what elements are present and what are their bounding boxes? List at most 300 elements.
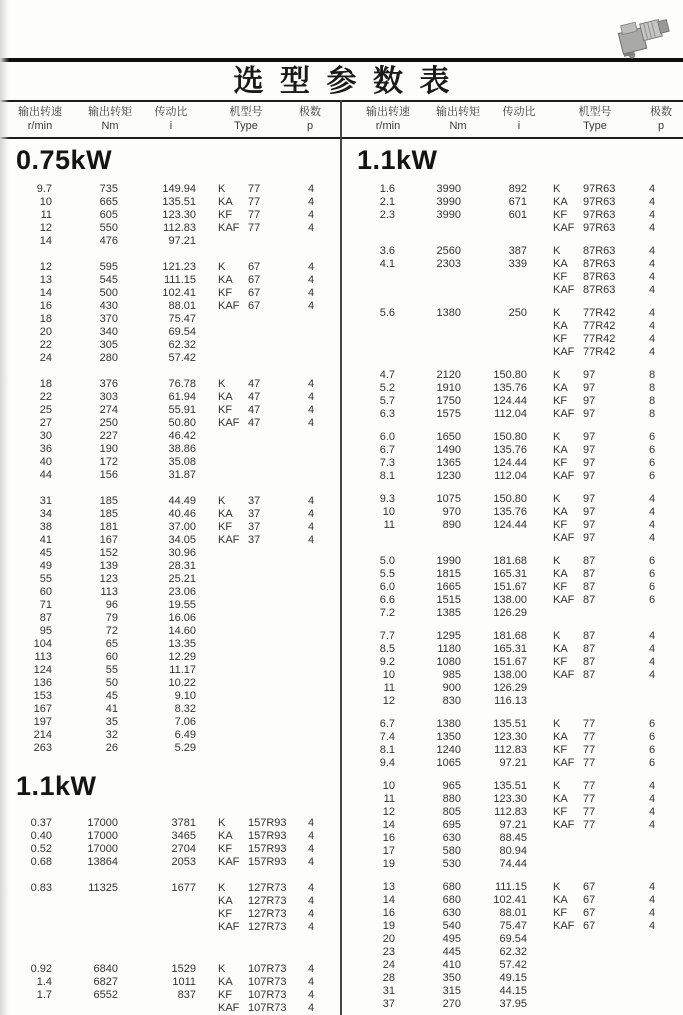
cell-torque: 1515 <box>436 594 461 606</box>
cell-type-prefix <box>196 742 248 755</box>
cell-speed: 7.2 <box>379 607 395 619</box>
cell-ratio: 57.42 <box>168 352 196 364</box>
cell-ratio: 1011 <box>172 976 196 988</box>
cell-torque: 695 <box>442 819 461 831</box>
cell-type-prefix: KA <box>553 506 568 518</box>
cell-type-size: 87 <box>583 630 596 642</box>
table-row <box>0 261 341 274</box>
cell-speed: 12 <box>39 261 52 273</box>
cell-type-size: 97 <box>583 431 596 443</box>
cell-type-size: 97 <box>583 395 596 407</box>
cell-ratio <box>118 1002 196 1015</box>
cell-speed: 60 <box>39 586 52 598</box>
cell-type-size: 97 <box>583 506 596 518</box>
cell-poles: 4 <box>307 921 315 933</box>
cell-speed: 14 <box>382 894 395 906</box>
cell-poles: 6 <box>648 444 656 456</box>
cell-poles: 4 <box>648 532 656 544</box>
cell-ratio: 69.54 <box>499 933 527 945</box>
header-type-label: 机型号 <box>578 106 612 118</box>
cell-speed <box>351 532 395 545</box>
table-row <box>0 677 341 690</box>
cell-type-size <box>248 573 296 586</box>
cell-type-prefix <box>527 695 583 708</box>
table-row <box>0 313 341 326</box>
cell-torque: 1075 <box>436 493 461 505</box>
cell-speed: 22 <box>39 339 52 351</box>
cell-type-size: 47 <box>248 378 261 390</box>
table-row <box>0 651 341 664</box>
cell-ratio: 126.29 <box>493 607 527 619</box>
cell-ratio: 2053 <box>171 856 196 868</box>
cell-type-prefix: KAF <box>218 921 240 933</box>
table-row <box>341 568 683 581</box>
table-row <box>341 669 683 682</box>
cell-torque: 1665 <box>436 581 461 593</box>
cell-type-prefix: KAF <box>218 300 240 312</box>
cell-type-prefix <box>196 729 248 742</box>
cell-torque: 185 <box>99 495 118 507</box>
table-row <box>0 183 341 196</box>
row-group <box>341 780 683 871</box>
cell-type-size <box>248 547 296 560</box>
cell-ratio: 111.15 <box>494 881 527 893</box>
cell-ratio: 250 <box>508 307 527 319</box>
cell-type-size <box>248 638 296 651</box>
cell-poles: 4 <box>307 989 315 1001</box>
cell-torque: 630 <box>442 832 461 844</box>
cell-type-prefix <box>527 985 583 998</box>
cell-torque: 32 <box>105 729 118 741</box>
cell-torque <box>395 271 461 284</box>
cell-poles <box>296 651 326 664</box>
header-torque-label: 输出转矩 <box>436 106 480 118</box>
cell-ratio: 62.32 <box>168 339 196 351</box>
cell-type-prefix: KF <box>553 209 568 221</box>
table-row <box>0 963 341 976</box>
cell-speed: 7.3 <box>379 457 395 469</box>
header-speed-label: 输出转速 <box>366 106 410 118</box>
cell-poles: 4 <box>307 856 315 868</box>
cell-type-prefix: KF <box>553 806 568 818</box>
cell-type-size: 97 <box>583 493 596 505</box>
cell-ratio: 112.83 <box>163 222 196 234</box>
cell-speed: 12 <box>382 695 395 707</box>
cell-speed <box>351 320 395 333</box>
table-row <box>0 274 341 287</box>
cell-torque: 26 <box>105 742 118 754</box>
cell-type-prefix: K <box>553 183 561 195</box>
cell-speed: 7.4 <box>379 731 395 743</box>
cell-ratio: 3465 <box>171 830 196 842</box>
cell-type-prefix: K <box>553 881 561 893</box>
cell-speed <box>351 333 395 346</box>
cell-type-size: 67 <box>248 300 261 312</box>
cell-type-prefix: KAF <box>553 346 575 358</box>
cell-poles: 4 <box>307 300 315 312</box>
cell-speed: 6.0 <box>379 431 395 443</box>
cell-type-prefix <box>196 690 248 703</box>
cell-type-prefix: KA <box>553 793 568 805</box>
cell-torque: 17000 <box>87 830 118 842</box>
cell-ratio <box>461 222 527 235</box>
cell-type-prefix: KA <box>553 382 568 394</box>
cell-torque: 430 <box>99 300 118 312</box>
cell-speed <box>351 346 395 359</box>
cell-poles: 6 <box>648 718 656 730</box>
table-row <box>0 664 341 677</box>
cell-ratio: 150.80 <box>493 431 527 443</box>
cell-type-prefix <box>527 972 583 985</box>
cell-ratio <box>461 284 527 297</box>
cell-torque: 152 <box>99 547 118 559</box>
table-row <box>0 895 341 908</box>
cell-type-size: 87 <box>583 669 596 681</box>
table-row <box>341 806 683 819</box>
cell-speed: 8.1 <box>379 744 395 756</box>
cell-poles: 6 <box>648 731 656 743</box>
cell-poles <box>296 664 326 677</box>
header-speed <box>349 105 427 133</box>
cell-ratio: 44.49 <box>168 495 196 507</box>
cell-speed <box>351 284 395 297</box>
table-header-right <box>341 105 683 133</box>
cell-speed: 5.6 <box>379 307 395 319</box>
cell-type-size: 77 <box>583 718 596 730</box>
cell-type-prefix: KF <box>218 287 233 299</box>
cell-speed: 1.7 <box>36 989 52 1001</box>
cell-type-size <box>248 703 296 716</box>
cell-type-size: 67 <box>583 881 596 893</box>
table-row <box>0 352 341 365</box>
table-row <box>0 729 341 742</box>
table-row <box>0 638 341 651</box>
cell-ratio: 135.51 <box>162 196 196 208</box>
cell-type-prefix <box>527 946 583 959</box>
cell-torque: 680 <box>442 881 461 893</box>
row-group <box>341 183 683 235</box>
cell-poles <box>635 858 669 871</box>
header-type <box>202 105 290 133</box>
cell-speed: 5.2 <box>379 382 395 394</box>
table-row <box>0 326 341 339</box>
cell-torque: 181 <box>99 521 118 533</box>
cell-torque: 1230 <box>436 470 461 482</box>
cell-speed: 6.7 <box>379 718 395 730</box>
cell-torque: 880 <box>442 793 461 805</box>
cell-speed: 34 <box>39 508 52 520</box>
cell-torque: 172 <box>99 456 118 468</box>
cell-speed: 1.6 <box>379 183 395 195</box>
cell-torque: 805 <box>442 806 461 818</box>
cell-type-size <box>583 682 635 695</box>
cell-poles <box>296 638 326 651</box>
table-row <box>341 682 683 695</box>
column-divider <box>340 100 342 1015</box>
cell-torque: 1065 <box>436 757 461 769</box>
cell-poles: 4 <box>307 508 315 520</box>
cell-torque: 540 <box>442 920 461 932</box>
cell-speed <box>6 895 52 908</box>
cell-type-size: 77 <box>248 183 261 195</box>
cell-poles: 4 <box>307 417 315 429</box>
cell-speed: 9.4 <box>379 757 395 769</box>
cell-speed: 6.0 <box>379 581 395 593</box>
cell-type-size: 77 <box>583 819 596 831</box>
cell-torque: 530 <box>442 858 461 870</box>
cell-poles: 4 <box>648 920 656 932</box>
cell-ratio: 6.49 <box>174 729 196 741</box>
table-row <box>0 625 341 638</box>
cell-speed: 19 <box>382 920 395 932</box>
header-poles <box>641 105 681 133</box>
table-row <box>341 793 683 806</box>
table-row <box>0 443 341 456</box>
table-row <box>341 959 683 972</box>
table-row <box>0 300 341 313</box>
table-row <box>0 976 341 989</box>
cell-poles: 4 <box>648 656 656 668</box>
row-group <box>341 431 683 483</box>
row-group <box>341 493 683 545</box>
cell-torque: 340 <box>99 326 118 338</box>
cell-speed: 87 <box>39 612 52 624</box>
cell-type-size: 97R63 <box>583 209 616 221</box>
cell-type-prefix <box>196 625 248 638</box>
cell-type-size: 157R93 <box>248 817 287 829</box>
cell-poles: 8 <box>648 382 656 394</box>
table-row <box>341 222 683 235</box>
cell-poles: 4 <box>648 320 656 332</box>
cell-torque <box>395 333 461 346</box>
cell-ratio: 69.54 <box>168 326 196 338</box>
cell-ratio: 339 <box>508 258 527 270</box>
cell-poles: 4 <box>307 222 315 234</box>
cell-type-prefix: KA <box>553 444 568 456</box>
cell-speed: 18 <box>39 378 52 390</box>
table-row <box>341 881 683 894</box>
cell-ratio: 80.94 <box>499 845 527 857</box>
cell-poles: 4 <box>307 895 315 907</box>
cell-speed: 113 <box>34 651 52 663</box>
cell-poles <box>296 560 326 573</box>
cell-ratio: 10.22 <box>168 677 196 689</box>
cell-speed: 9.3 <box>379 493 395 505</box>
cell-poles: 4 <box>307 843 315 855</box>
cell-torque: 1910 <box>436 382 461 394</box>
cell-ratio: 13.35 <box>168 638 196 650</box>
cell-torque: 96 <box>105 599 118 611</box>
cell-poles <box>296 235 326 248</box>
cell-type-prefix: K <box>218 817 226 829</box>
header-type-unit: Type <box>234 120 258 132</box>
cell-speed: 14 <box>382 819 395 831</box>
cell-ratio: 102.41 <box>493 894 527 906</box>
cell-torque: 550 <box>99 222 118 234</box>
table-row <box>341 555 683 568</box>
cell-type-size: 157R93 <box>248 843 287 855</box>
cell-torque: 1365 <box>436 457 461 469</box>
cell-torque: 6552 <box>93 989 118 1001</box>
cell-ratio: 112.83 <box>494 806 527 818</box>
table-row <box>341 346 683 359</box>
cell-ratio: 97.21 <box>499 757 527 769</box>
cell-speed: 31 <box>382 985 395 997</box>
table-row <box>341 493 683 506</box>
cell-poles: 4 <box>648 669 656 681</box>
table-row <box>341 858 683 871</box>
cell-ratio: 97.21 <box>499 819 527 831</box>
cell-ratio: 387 <box>508 245 527 257</box>
table-row <box>0 921 341 934</box>
table-row <box>0 209 341 222</box>
cell-poles: 4 <box>648 209 656 221</box>
cell-type-size <box>248 599 296 612</box>
cell-poles: 4 <box>307 1002 315 1014</box>
cell-type-prefix: KF <box>218 908 233 920</box>
cell-ratio: 19.55 <box>168 599 196 611</box>
cell-torque: 227 <box>99 430 118 442</box>
table-row <box>341 594 683 607</box>
cell-type-prefix <box>196 677 248 690</box>
cell-ratio: 150.80 <box>493 369 527 381</box>
cell-torque <box>52 895 118 908</box>
cell-type-size: 87 <box>583 643 596 655</box>
cell-poles <box>635 695 669 708</box>
cell-type-size: 77R42 <box>583 333 616 345</box>
cell-torque: 1750 <box>436 395 461 407</box>
cell-torque <box>395 346 461 359</box>
table-row <box>0 817 341 830</box>
cell-speed: 24 <box>39 352 52 364</box>
cell-ratio: 1529 <box>171 963 196 975</box>
cell-poles: 4 <box>307 196 315 208</box>
cell-type-prefix <box>527 933 583 946</box>
cell-type-prefix: KA <box>553 894 568 906</box>
cell-type-size <box>248 469 296 482</box>
cell-poles: 4 <box>307 976 315 988</box>
cell-speed: 13 <box>39 274 52 286</box>
cell-speed: 0.40 <box>30 830 52 842</box>
cell-poles: 4 <box>648 806 656 818</box>
cell-torque: 595 <box>99 261 118 273</box>
header-torque-label: 输出转矩 <box>88 106 132 118</box>
cell-torque: 495 <box>442 933 461 945</box>
cell-poles <box>296 742 326 755</box>
cell-torque: 1490 <box>436 444 461 456</box>
header-poles-label: 极数 <box>650 106 672 118</box>
cell-type-size: 87 <box>583 594 596 606</box>
cell-ratio: 16.06 <box>168 612 196 624</box>
cell-torque: 139 <box>99 560 118 572</box>
table-row <box>0 703 341 716</box>
cell-type-size: 87 <box>583 581 596 593</box>
cell-type-size <box>583 607 635 620</box>
cell-poles: 4 <box>648 780 656 792</box>
table-row <box>341 369 683 382</box>
cell-poles: 4 <box>648 630 656 642</box>
cell-ratio: 181.68 <box>493 555 527 567</box>
table-row <box>0 469 341 482</box>
cell-torque: 2560 <box>436 245 461 257</box>
cell-torque: 985 <box>442 669 461 681</box>
cell-speed: 2.3 <box>379 209 395 221</box>
cell-type-size: 67 <box>583 920 596 932</box>
table-row <box>341 532 683 545</box>
cell-ratio: 124.44 <box>493 519 527 531</box>
cell-type-prefix: KAF <box>553 669 575 681</box>
cell-type-size: 127R73 <box>248 908 287 920</box>
cell-ratio: 57.42 <box>499 959 527 971</box>
cell-poles: 4 <box>648 183 656 195</box>
table-row <box>341 946 683 959</box>
table-row <box>0 612 341 625</box>
cell-ratio: 123.30 <box>493 793 527 805</box>
table-row <box>341 183 683 196</box>
cell-torque: 370 <box>99 313 118 325</box>
cell-ratio: 151.67 <box>493 656 527 668</box>
cell-ratio: 88.01 <box>168 300 196 312</box>
cell-ratio: 35.08 <box>168 456 196 468</box>
cell-type-size <box>248 729 296 742</box>
cell-type-size: 127R73 <box>248 882 287 894</box>
cell-torque <box>52 1002 118 1015</box>
cell-poles: 8 <box>648 395 656 407</box>
cell-type-size: 77R42 <box>583 346 616 358</box>
header-type-unit: Type <box>583 120 607 132</box>
cell-torque: 350 <box>442 972 461 984</box>
cell-speed: 55 <box>39 573 52 585</box>
cell-poles: 4 <box>307 183 315 195</box>
cell-type-prefix: KF <box>553 519 568 531</box>
table-row <box>0 1002 341 1015</box>
cell-torque: 17000 <box>87 817 118 829</box>
table-row <box>341 907 683 920</box>
cell-type-prefix: KF <box>218 989 233 1001</box>
table-row <box>0 508 341 521</box>
row-group <box>0 261 341 365</box>
cell-ratio: 135.51 <box>493 718 527 730</box>
cell-torque: 72 <box>105 625 118 637</box>
cell-torque: 1575 <box>436 408 461 420</box>
cell-poles: 4 <box>648 333 656 345</box>
cell-type-size <box>248 651 296 664</box>
cell-type-prefix: KAF <box>218 222 240 234</box>
cell-torque: 270 <box>442 998 461 1010</box>
cell-poles <box>635 972 669 985</box>
table-row <box>0 235 341 248</box>
row-group <box>341 630 683 708</box>
table-row <box>341 744 683 757</box>
cell-type-prefix: KF <box>218 521 233 533</box>
cell-torque: 3990 <box>436 209 461 221</box>
cell-speed: 136 <box>33 677 52 689</box>
table-row <box>0 534 341 547</box>
cell-type-size: 67 <box>583 894 596 906</box>
cell-torque: 50 <box>105 677 118 689</box>
table-row <box>0 521 341 534</box>
cell-ratio <box>118 908 196 921</box>
cell-speed: 24 <box>382 959 395 971</box>
cell-type-size: 77 <box>583 757 596 769</box>
cell-torque: 60 <box>105 651 118 663</box>
cell-torque: 476 <box>99 235 118 247</box>
cell-type-size: 157R93 <box>248 830 287 842</box>
table-row <box>341 408 683 421</box>
cell-torque: 250 <box>99 417 118 429</box>
cell-type-prefix: KAF <box>553 594 575 606</box>
cell-type-prefix: KF <box>553 656 568 668</box>
